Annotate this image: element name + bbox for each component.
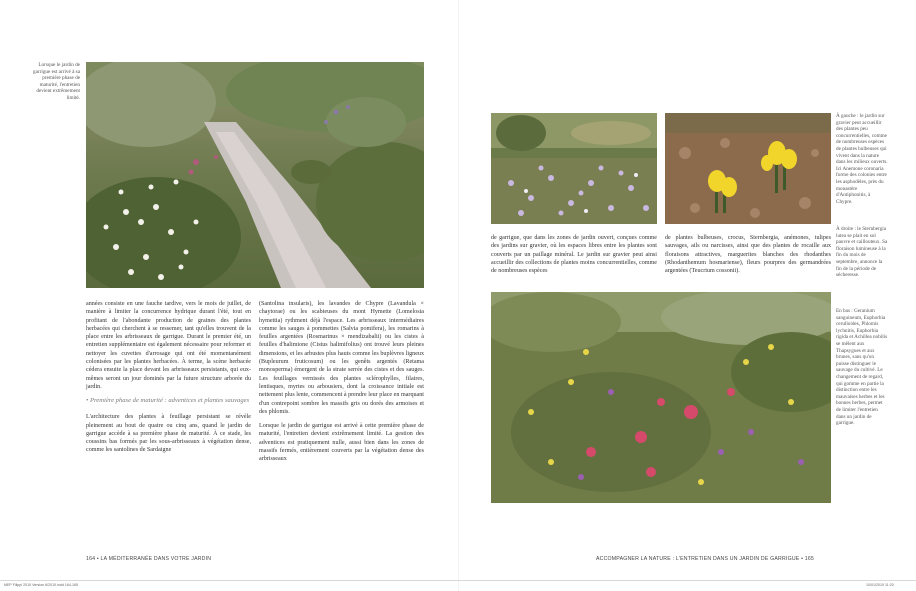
left-print-slug: MEP Filippi 2010 Version 6/2010.indd 164-165	[4, 583, 79, 587]
right-text-column-2: de plantes bulbeuses, crocus, Sternbergia, anémones, tulipes sauvages, ails ou narcisses, ainsi que des plantes de rocaille aux floraisons attractives, marguerites blanches des rhodanthes (Rhodanthemum hosmariense), fleurs pourpres des germandrées argentées (Teucrium cossonii).	[665, 235, 831, 275]
right-caption-top: À gauche : le jardin sur gravier peut accueillir des plantes peu concurrentielles, comme de nombreuses espèces de plantes bulbeuses qui vivent dans la nature dans les milieux ouverts. Ici Anemone coronaria forme des colonies entre les asphodèles, près du monastère d'Antiphonitis, à Chypre.	[836, 113, 888, 205]
left-text-column-2	[259, 300, 424, 468]
right-print-slug: 10/01/2010 11:20	[866, 583, 894, 587]
section-subheading: • Première phase de maturité : adventices et plantes sauvages	[86, 397, 250, 405]
left-page-footer: 164 • LA MÉDITERRANÉE DANS VOTRE JARDIN	[86, 556, 212, 562]
left-text-column-1	[86, 300, 251, 459]
right-page-footer: ACCOMPAGNER LA NATURE : L'ENTRETIEN DANS UN JARDIN DE GARRIGUE • 165	[596, 556, 814, 562]
sternbergia-photo	[665, 113, 831, 224]
right-text-column-1: de garrigue, que dans les zones de jardin ouvert, conçues comme des jardins sur gravier, où les espaces libres entre les plantes sont couverts par un paillage minéral. Le jardin sur gravier peut ainsi accueillir des collections de plantes moins concurrentielles, comme de nombreuses espèces	[491, 235, 657, 275]
left-col1-paragraph-1: années consiste en une fauche tardive, vers le mois de juillet, de manière à limiter la concurrence hydrique durant l'été, tout en profitant de l'abondante production de graines des plantes herbacées qui cherchent à se ressemer, tant qu'elles trouvent de la place entre les arbrisseaux de garrigue. Durant le premier été, un entretien supplémentaire est également nécessaire pour reformer et nettoyer les cuvettes d'arrosage qui ont été momentanément colonisées par les plantes herbacées. À terme, la scène herbacée cédera ensuite la place devant les arbrisseaux persistants, qui eux-mêmes seront un jour dominés par la future structure arborée du jardin.	[86, 301, 251, 390]
left-col1-paragraph-2: L'architecture des plantes à feuillage persistant se révèle pleinement au bout de quatre ou cinq ans, quand le jardin de garrigue accède à sa première phase de maturité. À ce stade, les coussins bas formés par les sous-arbrisseaux à végétation dense, comme les santolines de Sardaigne	[86, 414, 251, 454]
left-col2-paragraph-1: (Santolina insularis), les lavandes de Chypre (Lavandula × chaytorae) ou les scabieuses du mont Hymette (Lomelosia hymettia) rythment déjà l'espace. Les arbrisseaux intermédiaires comme les sauges à pommettes (Salvia pomifera), les romarins à feuilles argentées (Rosmarinus × mendizabalii) ou les cistes à feuilles d'halimione (Cistus halimifolius) ont trouvé leurs pleines dimensions, et les arbustes plus hauts comme les buplèvres ligneux (Bupleurum fruticosum) ou les genêts argentés (Retama monosperma) émergent de la strate serrée des cistes et des sauges. Les feuillages vernissés des plantes sclérophylles, filaires, lentisques, myrtes ou arbousiers, dont la croissance initiale est nettement plus lente, commencent à prendre leur place en marquant d'un contrepoint sombre les massifs gris ou dorés des armoises et des phlomis.	[259, 301, 424, 415]
garden-path-photo	[86, 62, 424, 288]
right-caption-middle: À droite : le Sternbergia lutea se plait en sol pauvre et caillouteux. Sa floraison lumineuse à la fin du mois de septembre, annonce la fin de la période de sécheresse.	[836, 226, 888, 279]
wildflower-meadow-photo	[491, 292, 831, 503]
page-gutter	[458, 0, 459, 591]
left-photo-caption: Lorsque le jardin de garrigue est arrivé à sa première phase de maturité, l'entretien devient extrêmement limité.	[33, 62, 80, 101]
anemone-photo	[491, 113, 657, 224]
print-slug-bar	[0, 580, 916, 581]
left-col2-paragraph-2: Lorsque le jardin de garrigue est arrivé à cette première phase de maturité, l'entretien devient extrêmement limité. La gestion des adventices est pratiquement nulle, aussi bien dans les zones de massifs fermés, entièrement couverts par la végétation dense des arbrisseaux	[259, 423, 424, 463]
right-caption-bottom: En bas : Geranium sanguineum, Euphorbia cerulloides, Phlomis lychnitis, Euphorbia rigida et Achillea nobilis se mêlent aux Thapsygues et aux brunes, sans qu'on puisse distinguer le sauvage du cultivé. Le changement de regard, qui gomme en partie la distinction entre les mauvaises herbes et les bonnes herbes, permet de limiter l'entretien dans un jardin de garrigue.	[836, 308, 888, 427]
